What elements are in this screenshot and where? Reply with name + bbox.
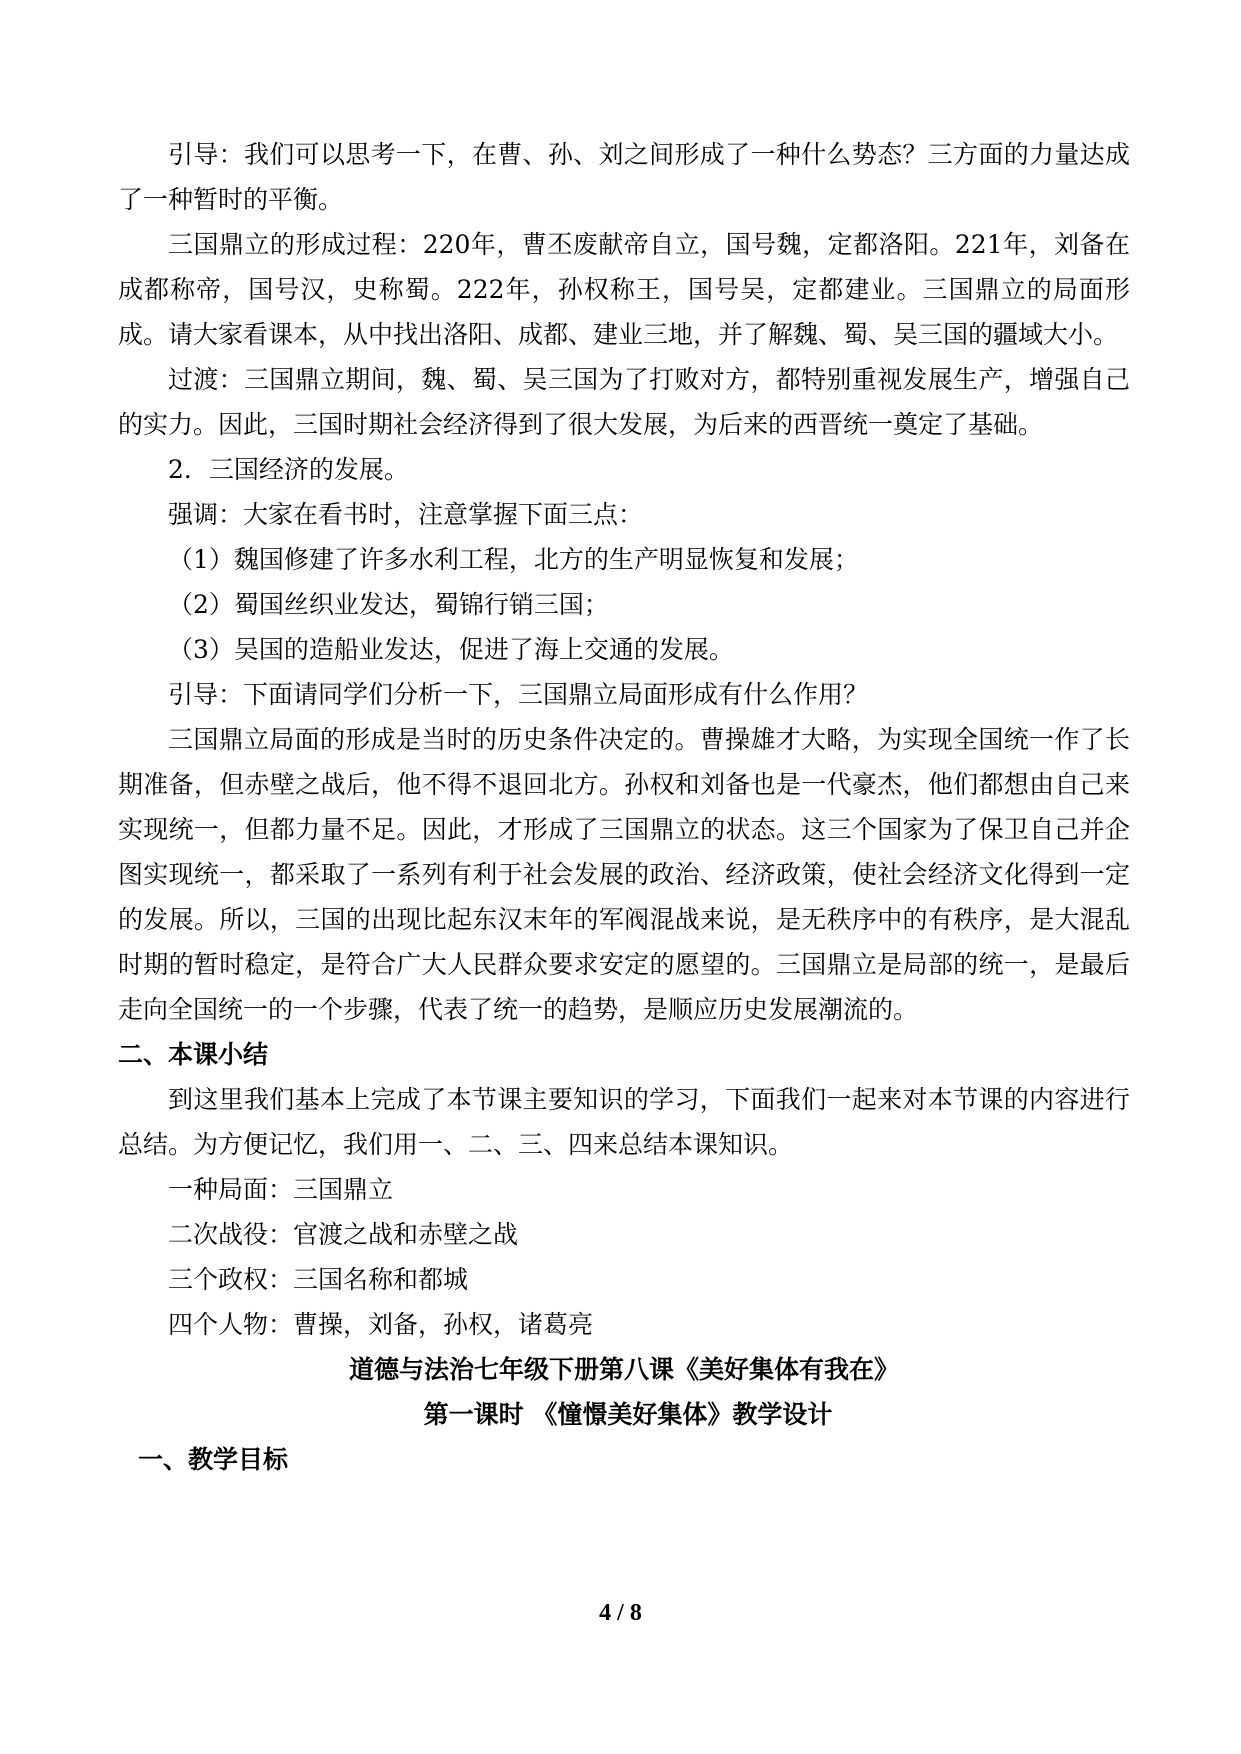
summary-item-two: 二次战役：官渡之战和赤壁之战 <box>168 1220 519 1249</box>
summary-item-four: 四个人物：曹操，刘备，孙权，诸葛亮 <box>168 1310 594 1339</box>
paragraph-guidance-effect: 引导：下面请同学们分析一下，三国鼎立局面形成有什么作用？ <box>168 680 869 709</box>
paragraph-transition: 过渡：三国鼎立期间，魏、蜀、吴三国为了打败对方，都特别重视发展生产，增强自己的实力。因此，三国时期社会经济得到了很大发展，为后来的西晋统一奠定了基础。 <box>118 365 1130 439</box>
paragraph-analysis: 三国鼎立局面的形成是当时的历史条件决定的。曹操雄才大略，为实现全国统一作了长期准备，但赤壁之战后，他不得不退回北方。孙权和刘备也是一代豪杰，他们都想由自己来实现统一，但都力量不足。因此，才形成了三国鼎立的状态。这三个国家为了保卫自己并企图实现统一，都采取了一系列有利于社会发展的政治、经济政策，使社会经济文化得到一定的发展。所以，三国的出现比起东汉末年的军阀混战来说，是无秩序中的有秩序，是大混乱时期的暂时稳定，是符合广大人民群众要求安定的愿望的。三国鼎立是局部的统一，是最后走向全国统一的一个步骤，代表了统一的趋势，是顺应历史发展潮流的。 <box>118 725 1130 1024</box>
paragraph-emphasis: 强调：大家在看书时，注意掌握下面三点： <box>168 500 644 529</box>
page-number: 4 / 8 <box>599 1600 642 1626</box>
paragraph-point-wu: （3）吴国的造船业发达，促进了海上交通的发展。 <box>168 635 734 664</box>
paragraph-economy-heading: 2．三国经济的发展。 <box>168 455 409 484</box>
paragraph-guidance-balance: 引导：我们可以思考一下，在曹、孙、刘之间形成了一种什么势态？三方面的力量达成了一种暂时的平衡。 <box>118 140 1130 214</box>
summary-item-three: 三个政权：三国名称和都城 <box>168 1265 469 1294</box>
lesson-subtitle: 第一课时 《憧憬美好集体》教学设计 <box>423 1400 833 1429</box>
lesson-title: 道德与法治七年级下册第八课《美好集体有我在》 <box>348 1355 899 1384</box>
paragraph-point-wei: （1）魏国修建了许多水利工程，北方的生产明显恢复和发展； <box>168 545 859 574</box>
paragraph-formation-process: 三国鼎立的形成过程：220年，曹丕废献帝自立，国号魏，定都洛阳。221年，刘备在成都称帝，国号汉，史称蜀。222年，孙权称王，国号吴，定都建业。三国鼎立的局面形成。请大家看课本，从中找出洛阳、成都、建业三地，并了解魏、蜀、吴三国的疆域大小。 <box>118 230 1130 349</box>
summary-item-one: 一种局面：三国鼎立 <box>168 1175 394 1204</box>
section-heading-summary: 二、本课小结 <box>118 1040 269 1069</box>
document-body <box>118 132 1130 1482</box>
paragraph-point-shu: （2）蜀国丝织业发达，蜀锦行销三国； <box>168 590 609 619</box>
paragraph-summary-intro: 到这里我们基本上完成了本节课主要知识的学习，下面我们一起来对本节课的内容进行总结。为方便记忆，我们用一、二、三、四来总结本课知识。 <box>118 1085 1130 1159</box>
section-heading-objectives: 一、教学目标 <box>138 1445 289 1474</box>
